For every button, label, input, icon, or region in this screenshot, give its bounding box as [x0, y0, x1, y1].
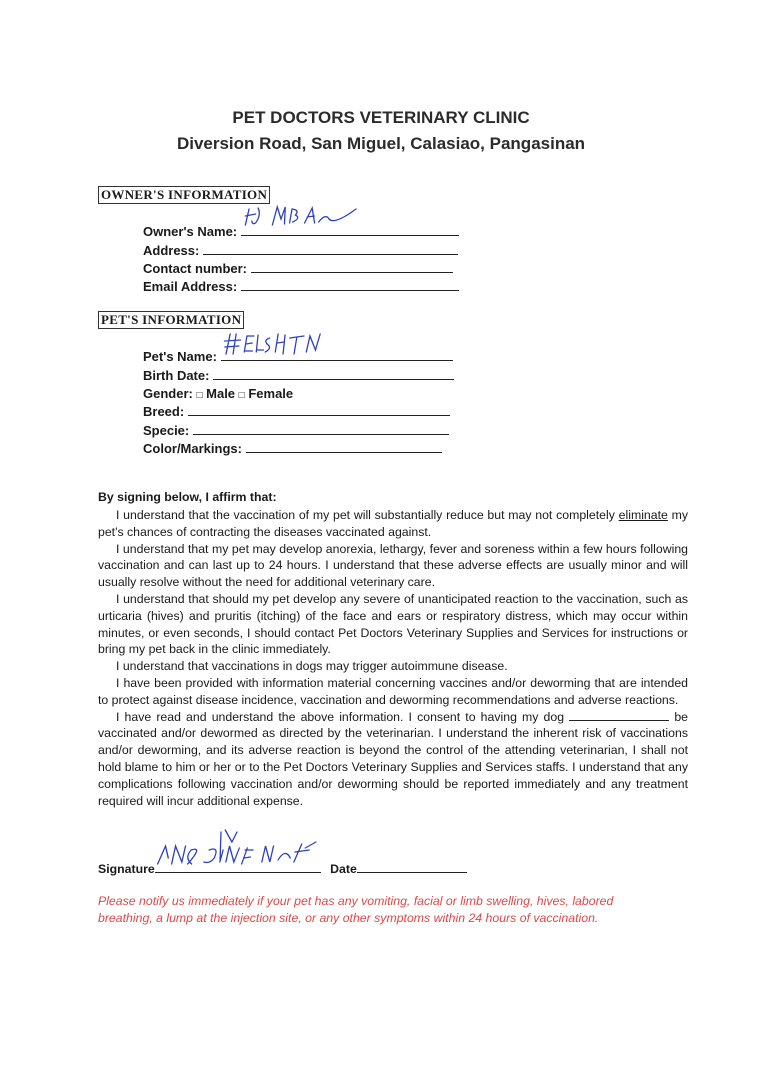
owner-section-title: OWNER'S INFORMATION: [98, 186, 270, 204]
female-label: Female: [248, 386, 294, 401]
consent-heading: By signing below, I affirm that:: [98, 490, 277, 504]
consent-paragraph-3: I understand that should my pet develop any severe of unanticipated reaction to the vaccination, such as urticaria (hives) and pruritis (itching) of the face and ears or respiratory distress, which may occur within minutes, or even seconds, I should contact Pet Doctors Veterinary Supplies and Services for instructions or bring my pet back in the clinic immediately.: [98, 591, 688, 657]
birth-date-field[interactable]: [143, 368, 454, 383]
birth-date-line[interactable]: [213, 368, 454, 380]
pet-name-line[interactable]: [221, 349, 453, 361]
contact-number-label: Contact number:: [143, 261, 247, 276]
consent-paragraph-2: I understand that my pet may develop anorexia, lethargy, fever and soreness within a few hours following vaccination and can last up to 24 hours. I understand that these adverse effects are usually minor and will usually resolve without the need for additional veterinary care.: [98, 541, 688, 590]
signature-label: Signature: [98, 862, 155, 876]
pet-section-title: PET'S INFORMATION: [98, 311, 244, 329]
breed-line[interactable]: [188, 404, 450, 416]
owner-address-field[interactable]: [143, 243, 458, 258]
consent-paragraph-1: [98, 507, 688, 541]
pet-name-handwriting: [221, 330, 334, 360]
email-label: Email Address:: [143, 279, 238, 294]
contact-number-line[interactable]: [251, 261, 453, 273]
notice-text: Please notify us immediately if your pet has any vomiting, facial or limb swelling, hives, labored breathing, a lump at the injection site, or any other symptoms within 24 hours of vaccination.: [98, 894, 614, 925]
clinic-address: Diversion Road, San Miguel, Calasiao, Pangasinan: [176, 134, 586, 153]
female-checkbox[interactable]: □: [238, 390, 245, 401]
consent-paragraph-5: I have been provided with information material concerning vaccines and/or deworming that are intended to protect against disease incidence, vaccination and deworming recommendations and adverse reactions.: [98, 675, 688, 707]
color-markings-line[interactable]: [246, 441, 442, 453]
birth-date-label: Birth Date:: [143, 368, 210, 383]
consent-paragraph-4: I understand that vaccinations in dogs may trigger autoimmune disease.: [116, 659, 508, 674]
consent-p6-rest: be vaccinated and/or dewormed as directed by the veterinarian. I understand the inherent risk of vaccinations and/or deworming, and its adverse reaction is beyond the control of the attending veterinarian, I shall not hold blame to him or her or to the Pet Doctors Veterinary Supplies and Services staffs. I understand that any complications following vaccination and/or deworming should be reported immediately and any treatment required will incur additional expense.: [98, 709, 688, 808]
breed-label: Breed:: [143, 404, 185, 419]
owner-name-label: Owner's Name:: [143, 224, 238, 239]
owner-name-field[interactable]: [143, 224, 459, 239]
owner-address-label: Address:: [143, 243, 200, 258]
color-markings-label: Color/Markings:: [143, 441, 242, 456]
specie-label: Specie:: [143, 423, 190, 438]
specie-field[interactable]: [143, 423, 449, 438]
pet-name-field[interactable]: [143, 349, 453, 364]
color-markings-field[interactable]: [143, 441, 442, 456]
consent-p1-underlined: eliminate: [618, 508, 668, 522]
email-line[interactable]: [241, 279, 459, 291]
signature-line[interactable]: [155, 862, 321, 873]
owner-name-handwriting: [241, 203, 374, 235]
male-label: Male: [206, 386, 236, 401]
date-line[interactable]: [357, 862, 467, 873]
email-field[interactable]: [143, 279, 459, 294]
contact-number-field[interactable]: [143, 261, 453, 276]
pet-name-label: Pet's Name:: [143, 349, 217, 364]
gender-label: Gender:: [143, 386, 193, 401]
male-checkbox[interactable]: □: [196, 390, 203, 401]
owner-address-line[interactable]: [203, 243, 458, 255]
dog-name-line[interactable]: [569, 710, 669, 721]
consent-p6-text: I have read and understand the above information. I consent to having my dog: [116, 709, 565, 724]
date-label: Date: [330, 862, 357, 876]
consent-body: [98, 507, 688, 809]
owner-name-line[interactable]: [241, 224, 459, 236]
consent-p1-rest: my pet's chances of contracting the diseases vaccinated against.: [98, 508, 689, 539]
consent-p1-text: I understand that the vaccination of my pet will substantially reduce but may not completely: [116, 508, 615, 522]
clinic-name: PET DOCTORS VETERINARY CLINIC: [232, 108, 530, 127]
specie-line[interactable]: [193, 423, 449, 435]
consent-paragraph-6: [98, 709, 688, 810]
gender-field: [143, 386, 293, 401]
breed-field[interactable]: [143, 404, 450, 419]
signature-handwriting: [152, 828, 327, 874]
signature-field[interactable]: [98, 862, 467, 876]
